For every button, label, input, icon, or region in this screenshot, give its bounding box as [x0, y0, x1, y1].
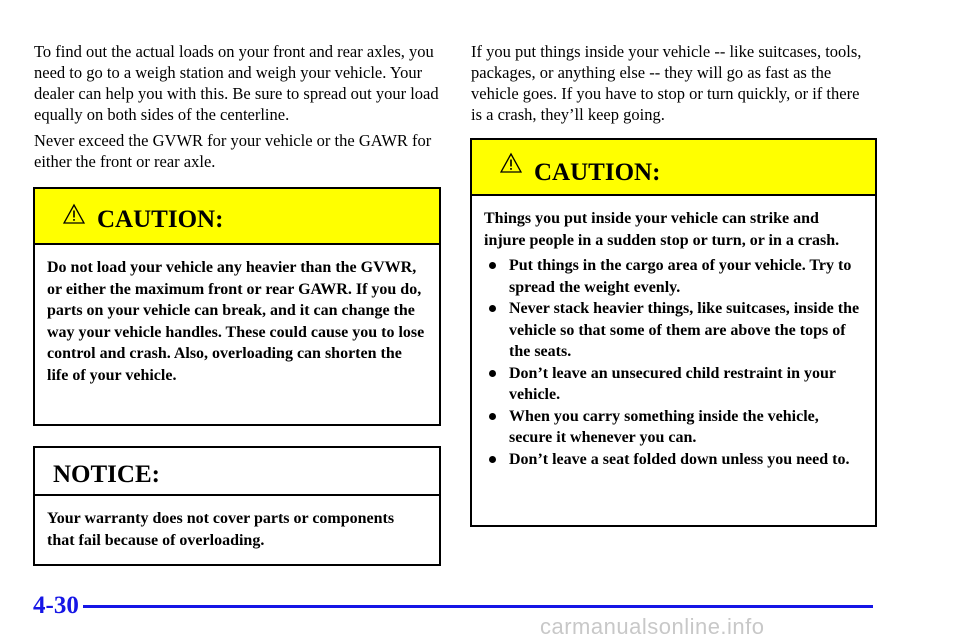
warning-triangle-icon — [63, 203, 85, 225]
page-number: 4-30 — [33, 592, 79, 619]
notice-header — [35, 448, 439, 496]
bullet-icon — [489, 456, 496, 463]
caution-bullet-list — [484, 255, 861, 470]
caution-intro: Things you put inside your vehicle can strike and injure people in a sudden stop or turn, or in a crash. — [484, 210, 840, 249]
bullet-icon — [489, 305, 496, 312]
caution-body — [472, 196, 875, 470]
caution-box-left — [33, 187, 441, 426]
watermark: carmanualsonline.info — [540, 614, 765, 639]
bullet-icon — [489, 262, 496, 269]
caution-body: Do not load your vehicle any heavier than the GVWR, or either the maximum front or rear GAWR. If you do, parts on your vehicle can break, and it can change the way your vehicle handles. These could cause you to lose control and crash. Also, overloading can shorten the life of your vehicle. — [47, 259, 425, 384]
warning-triangle-icon — [500, 152, 522, 174]
caution-header — [35, 189, 439, 245]
caution-heading: CAUTION: — [97, 206, 224, 233]
caution-box-right — [470, 138, 877, 527]
list-item: Don’t leave an unsecured child restraint in your vehicle. — [484, 363, 861, 406]
footer-rule — [83, 605, 873, 608]
list-item: When you carry something inside the vehicle, secure it whenever you can. — [484, 406, 861, 449]
bullet-icon — [489, 370, 496, 377]
list-item: Never stack heavier things, like suitcases, inside the vehicle so that some of them are above the tops of the seats. — [484, 298, 861, 363]
notice-heading: NOTICE: — [53, 461, 160, 488]
loose-items-paragraph: If you put things inside your vehicle -- like suitcases, tools, packages, or anything else -- they will go as fast as the vehicle goes. If you have to stop or turn quickly, or if there is a crash, they’ll keep going. — [471, 42, 862, 124]
notice-body: Your warranty does not cover parts or components that fail because of overloading. — [47, 510, 395, 549]
caution-header — [472, 140, 875, 196]
intro-paragraph: To find out the actual loads on your front and rear axles, you need to go to a weigh station and weigh your vehicle. Your dealer can help you with this. Be sure to spread out your load equally on both sides of the centerline. — [34, 42, 439, 124]
list-item: Put things in the cargo area of your vehicle. Try to spread the weight evenly. — [484, 255, 861, 298]
gvwr-paragraph: Never exceed the GVWR for your vehicle or the GAWR for either the front or rear axle. — [34, 131, 432, 171]
bullet-icon — [489, 413, 496, 420]
notice-box — [33, 446, 441, 566]
caution-heading: CAUTION: — [534, 159, 661, 186]
list-item: Don’t leave a seat folded down unless you need to. — [484, 449, 861, 471]
